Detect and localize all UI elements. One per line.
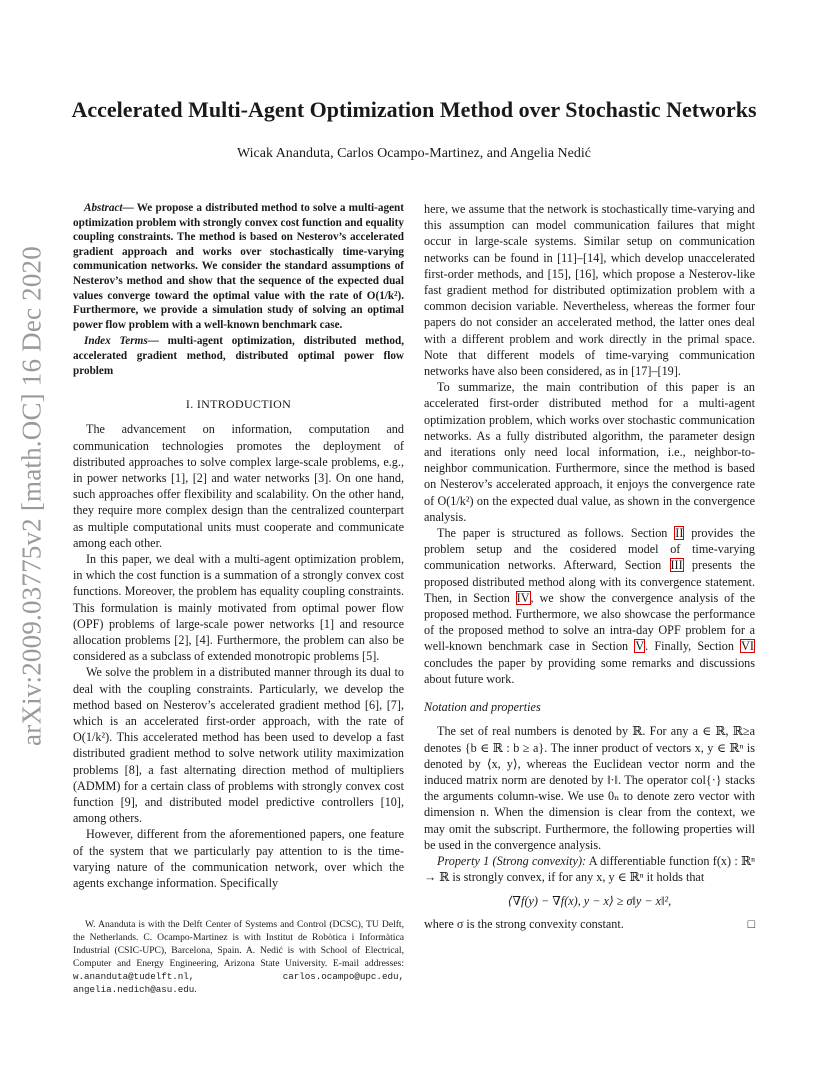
right-column xyxy=(424,201,755,932)
subsection-heading-notation: Notation and properties xyxy=(424,700,541,715)
section-heading-introduction: I. INTRODUCTION xyxy=(185,397,292,412)
footnote-end: . xyxy=(194,984,197,995)
structure-text: The paper is structured as follows. Section xyxy=(437,526,675,541)
structure-text: presents the proposed distributed method along with its convergence statement. Then, in Section xyxy=(424,558,755,605)
sigma-text: where σ is the strong convexity constant. xyxy=(424,916,624,931)
property-1-body: A differentiable function f(x) : ℝⁿ → ℝ is strongly convex, if for any x, y ∈ ℝⁿ it holds that xyxy=(424,853,755,885)
intro-paragraph-2: In this paper, we deal with a multi-agent optimization problem, in which the cost function is a summation of a strongly convex cost functions. Moreover, the problem has equality coupling constraints. This formulation is mainly motivated from optimal power flow (OPF) problems of large-scale power networks [1] and resource allocation problems [2], [4]. Furthermore, the problem can also be considered as a subclass of extended monotropic problems [5]. xyxy=(73,551,404,664)
contribution-paragraph: To summarize, the main contribution of this paper is an accelerated first-order distributed method for a multi-agent optimization problem, which works over stochastic communication networks. As a fully distributed algorithm, the parameter design and iterations only need local information, i.e., neighbor-to-neighbor communication. Furthermore, since the method is based on Nesterov’s accelerated approach, it enjoys the convergence rate of O(1/k²) on the expected dual value, as shown in the convergence analysis. xyxy=(424,380,755,524)
property-1-label: Property 1 (Strong convexity): xyxy=(437,853,587,868)
left-column xyxy=(73,201,404,891)
section-link-vi[interactable]: VI xyxy=(741,639,754,654)
structure-text: concludes the paper by providing some remarks and discussions about future work. xyxy=(424,655,755,686)
structure-text: , we show the convergence analysis of the proposed method. Furthermore, we also showcase the performance of the proposed method to solve an intra-day OPF problem for a well-known benchmark case in Section xyxy=(424,590,756,654)
intro-paragraph-4: However, different from the aforementioned papers, one feature of the system that we particularly pay attention to is the time-varying nature of the communication network, over which the agents exchange information. Specifically xyxy=(73,827,404,891)
index-terms xyxy=(73,334,404,378)
arxiv-identifier: arXiv:2009.03775v2 [math.OC] 16 Dec 2020 xyxy=(16,246,47,746)
footnote-text: W. Ananduta is with the Delft Center of Systems and Control (DCSC), TU Delft, the Netherlands. C. Ocampo-Martinez is with Institut de Robòtica i Informàtica Industrial (CSIC-UPC), Barcelona, Spain. A. Nedić is with School of Electrical, Computer and Energy Engineering, Arizona State University. E-mail addresses: xyxy=(73,919,404,969)
abstract xyxy=(73,201,404,332)
strong-convexity-equation: ⟨∇f(y) − ∇f(x), y − x⟩ ≥ σ‖y − x‖², xyxy=(507,894,672,909)
index-terms-label: Index Terms xyxy=(84,335,148,348)
notation-paragraph: The set of real numbers is denoted by ℝ. For any a ∈ ℝ, ℝ≥a denotes {b ∈ ℝ : b ≥ a}. The inner product of vectors x, y ∈ ℝⁿ is denoted by ⟨x, y⟩, whereas the Euclidean vector norm and the induced matrix norm are denoted by ‖·‖. The operator col{·} stacks the arguments column-wise. We use 0ₙ to denote zero vector with dimension n. When the dimension is clear from the context, we may omit the subscript. Furthermore, the following properties will be used in the convergence analysis. xyxy=(424,724,755,852)
structure-text: . Finally, Section xyxy=(645,639,741,654)
qed-symbol: □ xyxy=(747,916,755,931)
footnote-body xyxy=(73,918,404,996)
abstract-label: Abstract xyxy=(84,202,123,214)
section-link-iii[interactable]: III xyxy=(670,558,683,573)
intro-paragraph-4-continued: here, we assume that the network is stochastically time-varying and this assumption can model communication failures that might occur in large-scale systems. Similar setup on communication networks can be found in [11]–[14], which develop unaccelerated first-order methods, and [15], [16], which propose a Nesterov-like fast gradient method for distributed optimization problem with a common decision variable. Nevertheless, whereas the former four papers do not consider an accelerated method, the latter ones deal with a different problem and work directly in the primal space. Note that different models of time-varying communication networks have also been considered, as in [17]–[19]. xyxy=(424,202,755,379)
footnote-emails[interactable]: w.ananduta@tudelft.nl, carlos.ocampo@upc.edu, angelia.nedich@asu.edu xyxy=(73,971,404,995)
structure-text: provides the problem setup and the cosidered model of time-varying communication networks. Afterward, Section xyxy=(424,526,755,573)
sigma-definition xyxy=(424,916,755,932)
abstract-body: — We propose a distributed method to solve a multi-agent optimization problem with strongly convex cost function and equality coupling constraints. The method is based on Nesterov’s accelerated gradient approach and works over stochastically time-varying communication networks. We consider the standard assumptions of Nesterov’s method and show that the sequence of the expected dual values converge toward the optimal value with the rate of O(1/k²). Furthermore, we provide a simulation study of solving an optimal power flow problem with a well-known benchmark case. xyxy=(73,202,404,331)
section-link-ii[interactable]: II xyxy=(675,526,684,541)
intro-paragraph-1: The advancement on information, computation and communication technologies promotes the deployment of distributed approaches to solve complex large-scale problems, e.g., in power networks [1], [2] and water networks [3]. On one hand, such approaches offer flexibility and scalability. On the other hand, they require more complex design than the centralized counterpart as multiple computational units must cooperate and communicate among each other. xyxy=(73,422,404,550)
affiliation-footnote xyxy=(73,918,404,996)
section-link-v[interactable]: V xyxy=(635,639,645,654)
structure-paragraph xyxy=(424,525,755,687)
section-link-iv[interactable]: IV xyxy=(516,590,530,605)
arxiv-stamp xyxy=(14,236,50,756)
author-list: Wicak Ananduta, Carlos Ocampo-Martinez, and Angelia Nedić xyxy=(237,146,591,161)
property-1 xyxy=(424,853,755,885)
index-terms-body: — multi-agent optimization, distributed method, accelerated gradient method, distributed optimal power flow problem xyxy=(73,335,404,377)
paper-title: Accelerated Multi-Agent Optimization Method over Stochastic Networks xyxy=(71,97,757,122)
intro-paragraph-3: We solve the problem in a distributed manner through its dual to deal with the coupling constraints. Particularly, we develop the method based on Nesterov’s accelerated gradient method [6], [7], which is an accelerated first-order approach, with the rate of O(1/k²). This accelerated method has been used to develop a fast distributed gradient method to solve network utility maximization problems [8], a fast alternating direction method of multipliers (ADMM) for a certain class of problems with strongly convex cost function [9], and distributed model predictive controllers [10], among others. xyxy=(73,665,404,826)
